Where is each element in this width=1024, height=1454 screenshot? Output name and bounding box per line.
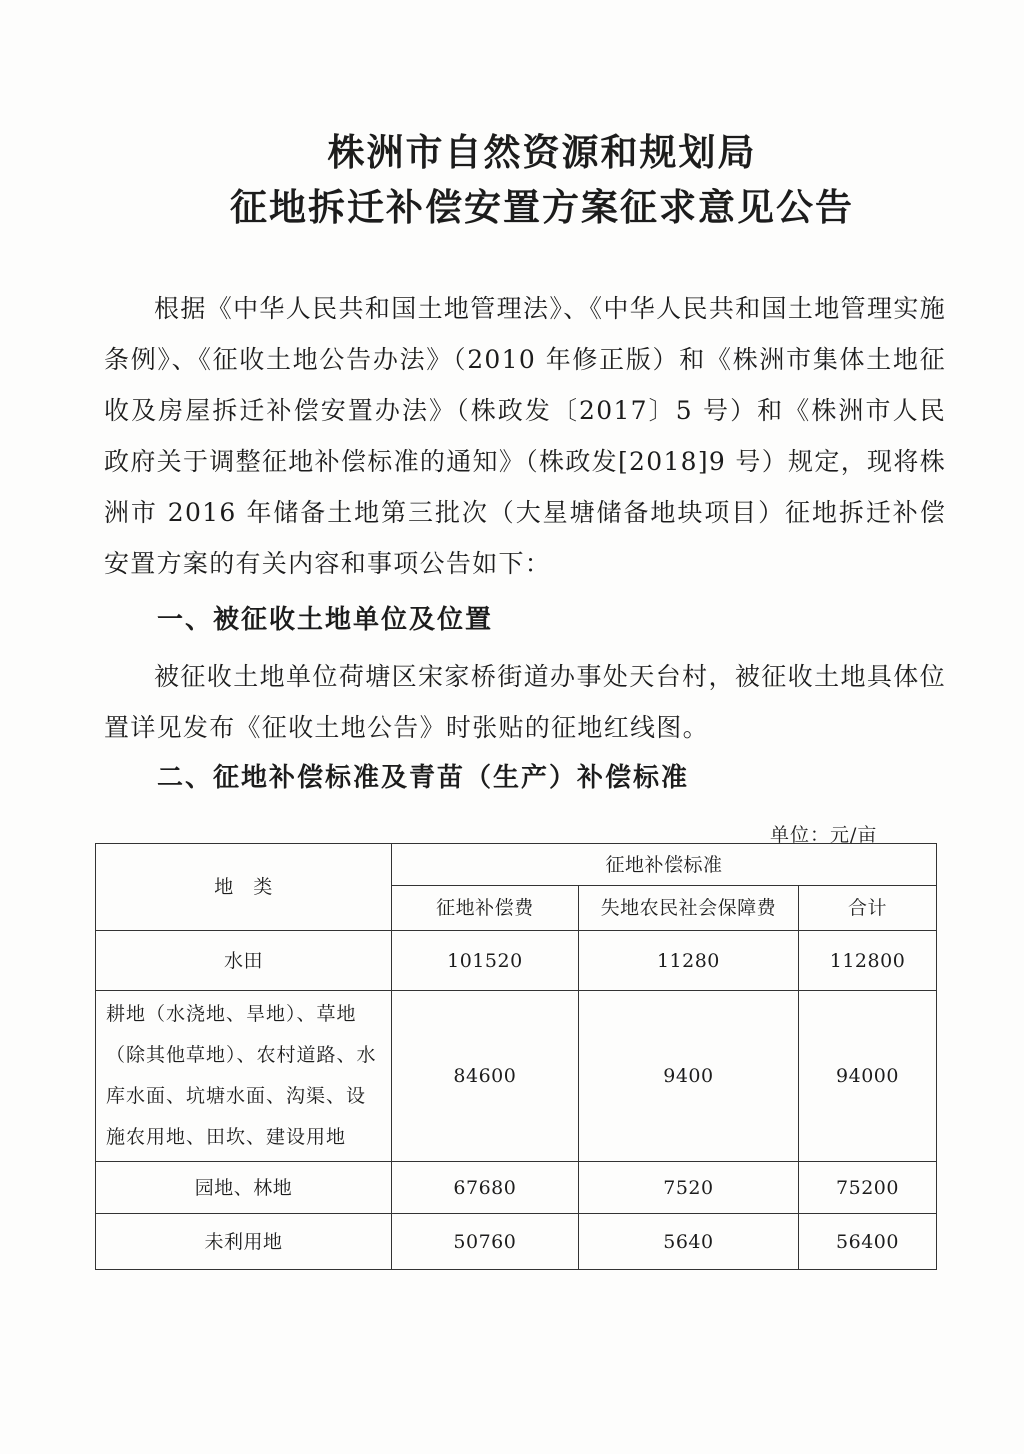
cell-total: 112800 bbox=[799, 931, 937, 991]
header-social-security: 失地农民社会保障费 bbox=[578, 886, 798, 931]
cell-social-security: 9400 bbox=[578, 991, 798, 1162]
table-header-row bbox=[96, 844, 937, 886]
cell-total: 56400 bbox=[799, 1214, 937, 1270]
header-land-compensation: 征地补偿费 bbox=[391, 886, 578, 931]
compensation-table bbox=[95, 843, 937, 1270]
intro-paragraph: 根据《中华人民共和国土地管理法》、《中华人民共和国土地管理实施条例》、《征收土地公告办法》（2010 年修正版）和《株洲市集体土地征收及房屋拆迁补偿安置办法》（株政发〔2017〕5 号）和《株洲市人民政府关于调整征地补偿标准的通知》（株政发[2018]9 号）规定，现将株洲市 2016 年储备土地第三批次（大星塘储备地块项目）征地拆迁补偿安置方案的有关内容和事项公告如下： bbox=[104, 294, 946, 578]
header-land-type: 地 类 bbox=[96, 844, 392, 931]
section1-body: 被征收土地单位荷塘区宋家桥街道办事处天台村，被征收土地具体位置详见发布《征收土地公告》时张贴的征地红线图。 bbox=[104, 662, 946, 742]
cell-social-security: 5640 bbox=[578, 1214, 798, 1270]
cell-land-compensation: 101520 bbox=[391, 931, 578, 991]
document-title-line2: 征地拆迁补偿安置方案征求意见公告 bbox=[230, 186, 854, 229]
cell-total: 94000 bbox=[799, 991, 937, 1162]
cell-social-security: 11280 bbox=[578, 931, 798, 991]
header-total: 合计 bbox=[799, 886, 937, 931]
cell-land-type: 耕地（水浇地、旱地）、草地（除其他草地）、农村道路、水库水面、坑塘水面、沟渠、设施农用地、田坎、建设用地 bbox=[96, 991, 392, 1162]
header-compensation-standard: 征地补偿标准 bbox=[391, 844, 936, 886]
document-title-line1: 株洲市自然资源和规划局 bbox=[327, 131, 757, 174]
cell-land-type: 水田 bbox=[96, 931, 392, 991]
cell-social-security: 7520 bbox=[578, 1162, 798, 1214]
unit-label: 单位：元/亩 bbox=[770, 824, 878, 846]
table-row bbox=[96, 1162, 937, 1214]
section2-heading: 二、征地补偿标准及青苗（生产）补偿标准 bbox=[157, 763, 690, 793]
cell-land-type: 未利用地 bbox=[96, 1214, 392, 1270]
table-row bbox=[96, 991, 937, 1162]
section1-heading: 一、被征收土地单位及位置 bbox=[157, 605, 494, 635]
table-row bbox=[96, 931, 937, 991]
cell-land-compensation: 84600 bbox=[391, 991, 578, 1162]
cell-land-compensation: 67680 bbox=[391, 1162, 578, 1214]
cell-land-compensation: 50760 bbox=[391, 1214, 578, 1270]
table-row bbox=[96, 1214, 937, 1270]
cell-land-type: 园地、林地 bbox=[96, 1162, 392, 1214]
cell-total: 75200 bbox=[799, 1162, 937, 1214]
